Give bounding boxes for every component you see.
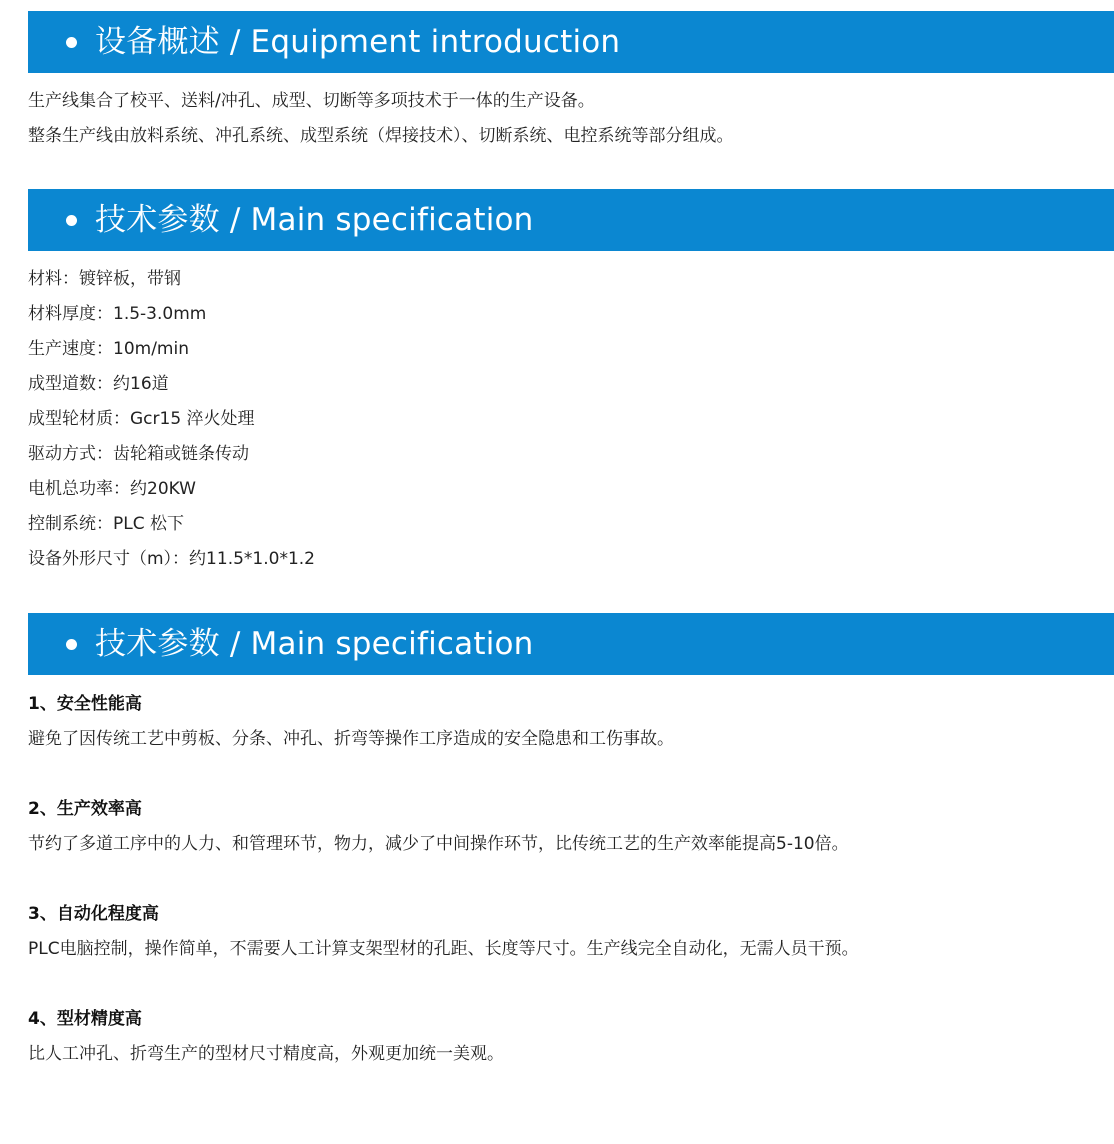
feature-desc: 比人工冲孔、折弯生产的型材尺寸精度高，外观更加统一美观。 bbox=[28, 1044, 504, 1064]
feature-desc: 避免了因传统工艺中剪板、分条、冲孔、折弯等操作工序造成的安全隐患和工伤事故。 bbox=[28, 729, 674, 749]
spec-list bbox=[28, 262, 1088, 577]
feature-item bbox=[28, 1002, 1088, 1072]
section-title-spec: 技术参数 / Main specification bbox=[95, 201, 534, 238]
section-title-advantages: 技术参数 / Main specification bbox=[95, 625, 534, 662]
feature-desc: PLC电脑控制，操作简单，不需要人工计算支架型材的孔距、长度等尺寸。生产线完全自动化，无需人员干预。 bbox=[28, 939, 859, 959]
bullet-icon bbox=[66, 37, 77, 48]
feature-item bbox=[28, 897, 1088, 967]
feature-title: 2、生产效率高 bbox=[28, 799, 142, 819]
feature-title: 4、型材精度高 bbox=[28, 1009, 142, 1029]
spec-item: 控制系统：PLC 松下 bbox=[28, 514, 184, 534]
spec-item: 材料厚度：1.5-3.0mm bbox=[28, 304, 207, 324]
feature-item bbox=[28, 687, 1088, 757]
spec-item: 电机总功率：约20KW bbox=[28, 479, 196, 499]
intro-text bbox=[28, 84, 1088, 154]
feature-item bbox=[28, 792, 1088, 862]
section-header-spec bbox=[28, 189, 1114, 251]
spec-item: 设备外形尺寸（m）：约11.5*1.0*1.2 bbox=[28, 549, 315, 569]
section-header-advantages bbox=[28, 613, 1114, 675]
spec-item: 成型轮材质：Gcr15 淬火处理 bbox=[28, 409, 255, 429]
section-header-intro bbox=[28, 11, 1114, 73]
spec-item: 材料：镀锌板，带钢 bbox=[28, 269, 181, 289]
bullet-icon bbox=[66, 215, 77, 226]
spec-item: 驱动方式：齿轮箱或链条传动 bbox=[28, 444, 249, 464]
intro-line: 生产线集合了校平、送料/冲孔、成型、切断等多项技术于一体的生产设备。 bbox=[28, 91, 595, 111]
section-title-intro: 设备概述 / Equipment introduction bbox=[95, 23, 621, 60]
feature-desc: 节约了多道工序中的人力、和管理环节，物力，减少了中间操作环节，比传统工艺的生产效率能提高5-10倍。 bbox=[28, 834, 849, 854]
spec-item: 成型道数：约16道 bbox=[28, 374, 169, 394]
feature-title: 1、安全性能高 bbox=[28, 694, 142, 714]
bullet-icon bbox=[66, 639, 77, 650]
intro-line: 整条生产线由放料系统、冲孔系统、成型系统（焊接技术）、切断系统、电控系统等部分组成。 bbox=[28, 126, 734, 146]
spec-item: 生产速度：10m/min bbox=[28, 339, 189, 359]
feature-title: 3、自动化程度高 bbox=[28, 904, 159, 924]
